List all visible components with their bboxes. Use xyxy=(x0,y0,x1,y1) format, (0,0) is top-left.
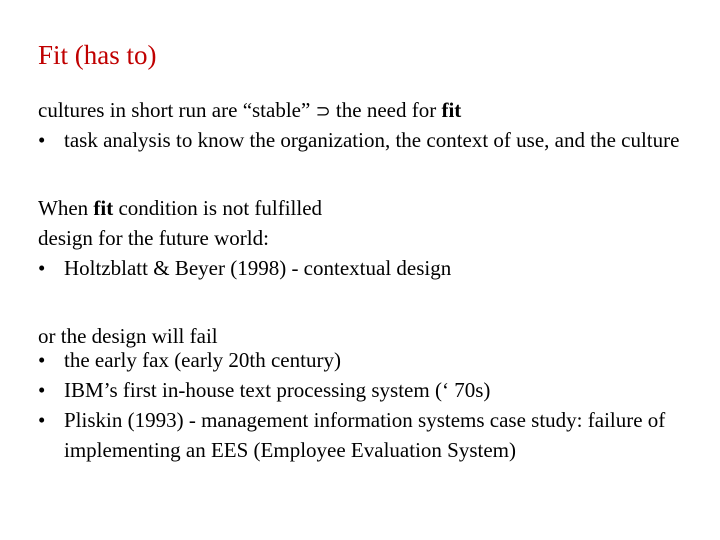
section2-line1-bold: fit xyxy=(93,196,114,220)
bullet-glyph: • xyxy=(38,256,46,280)
section1-lead-after: the need for xyxy=(330,98,442,122)
section2-line2: design for the future world: xyxy=(38,226,269,250)
bullet-text: task analysis to know the organization, the context of use, and the culture xyxy=(64,128,680,152)
section1-lead xyxy=(38,95,698,125)
slide-body xyxy=(38,95,698,465)
bullet-glyph: • xyxy=(38,348,46,372)
list-item xyxy=(38,375,698,405)
list-item xyxy=(38,253,698,283)
section2-line1-after: condition is not fulfilled xyxy=(113,196,323,220)
spacer xyxy=(38,155,698,193)
list-item xyxy=(38,405,698,465)
slide-title: Fit (has to) xyxy=(38,40,157,70)
bullet-text: Holtzblatt & Beyer (1998) - contextual design xyxy=(64,256,452,280)
bullet-glyph: • xyxy=(38,408,46,432)
list-item xyxy=(38,125,698,155)
list-item xyxy=(38,345,698,375)
bullet-glyph: • xyxy=(38,378,46,402)
bullet-text: Pliskin (1993) - management information systems case study: failure of implementing an EES (Employee Evaluation System) xyxy=(64,408,666,462)
bullet-glyph: • xyxy=(38,128,46,152)
section3-lead: or the design will fail xyxy=(38,324,218,348)
section1-lead-before: cultures in short run are “stable” xyxy=(38,98,316,122)
hooked-right-arrow-icon: ⊃ xyxy=(315,101,331,122)
spacer xyxy=(38,283,698,321)
section2-line1-before: When xyxy=(38,196,94,220)
bullet-text: IBM’s first in-house text processing system (‘ 70s) xyxy=(64,378,491,402)
bullet-text: the early fax (early 20th century) xyxy=(64,348,341,372)
section2-line1 xyxy=(38,193,698,223)
section1-lead-bold: fit xyxy=(441,98,462,122)
